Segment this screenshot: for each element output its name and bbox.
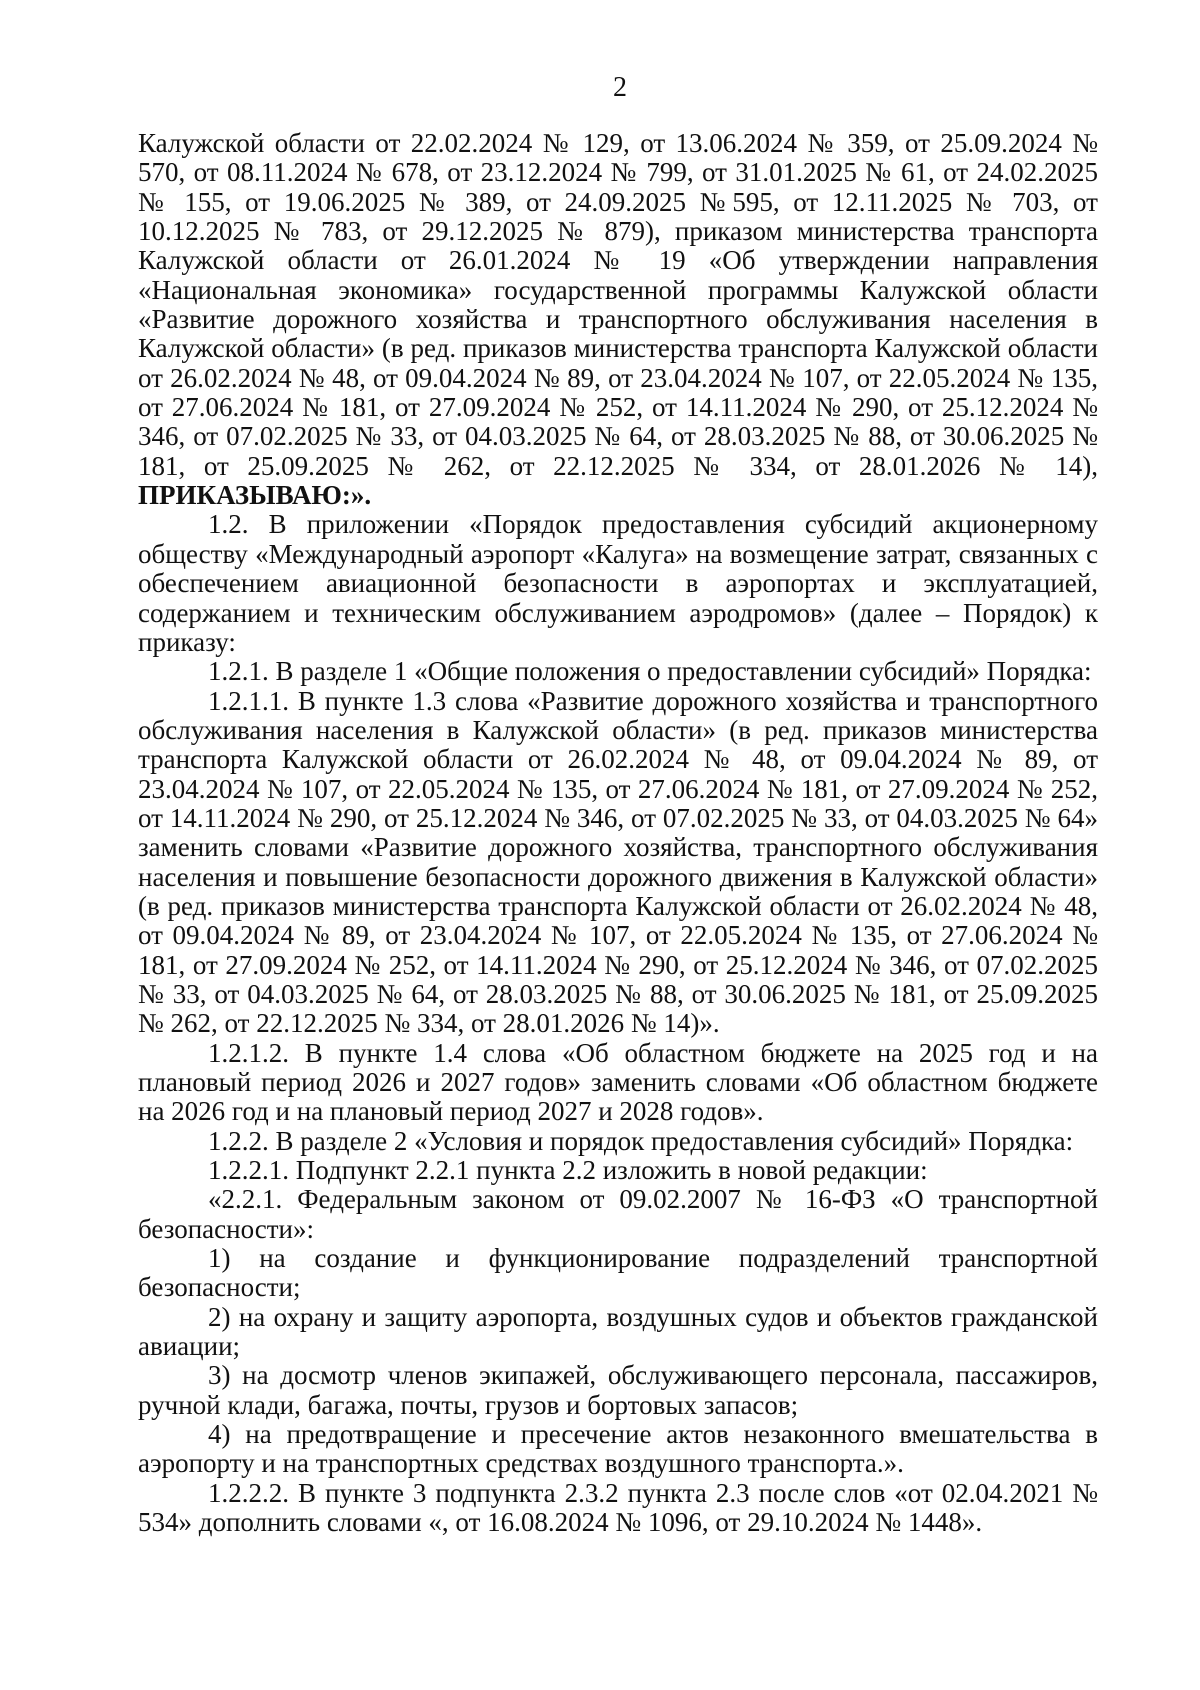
order-keyword: ПРИКАЗЫВАЮ:». <box>138 480 372 511</box>
paragraph-text: Калужской области от 22.02.2024 № 129, от 13.06.2024 № 359, от 25.09.2024 № 570, от 08.11.2024 № 678, от 23.12.2024 № 799, от 31.01.2025 № 61, от 24.02.2025 № 155, от 19.06.2025 № 389, от 24.09.2025 №595, от 12.11.2025 № 703, от 10.12.2025 № 783, от 29.12.2025 № 879), приказом министерства транспорта Калужской области от 26.01.2024 № 19 «Об утверждении направления «Национальная экономика» государственной программы Калужской области «Развитие дорожного хозяйства и транспортного обслуживания населения в Калужской области» (в ред. приказов министерства транспорта Калужской области от 26.02.2024 № 48, от 09.04.2024 № 89, от 23.04.2024 № 107, от 22.05.2024 № 135, от 27.06.2024 № 181, от 27.09.2024 № 252, от 14.11.2024 № 290, от 25.12.2024 № 346, от 07.02.2025 № 33, от 04.03.2025 № 64, от 28.03.2025 № 88, от 30.06.2025 № 181, от 25.09.2025 № 262, от 22.12.2025 № 334, от 28.01.2026 № 14), <box>138 128 1098 481</box>
paragraph-1-2-2-1: 1.2.2.1. Подпункт 2.2.1 пункта 2.2 изложить в новой редакции: <box>208 1155 928 1186</box>
paragraph-continuation <box>138 129 1098 510</box>
page-number: 2 <box>613 72 627 103</box>
paragraph-1-2-1: 1.2.1. В разделе 1 «Общие положения о предоставлении субсидий» Порядка: <box>208 656 1092 687</box>
paragraph-1-2-1-2: 1.2.1.2. В пункте 1.4 слова «Об областном бюджете на 2025 год и на плановый период 2026 и 2027 годов» заменить словами «Об областном бюджете на 2026 год и на плановый период 2027 и 2028 годов». <box>138 1037 1098 1127</box>
paragraph-1-2-2: 1.2.2. В разделе 2 «Условия и порядок предоставления субсидий» Порядка: <box>208 1125 1074 1156</box>
document-body <box>138 129 1098 1538</box>
list-item-4: 4) на предотвращение и пресечение актов незаконного вмешательства в аэропорту и на транспортных средствах воздушного транспорта.». <box>138 1419 1098 1479</box>
paragraph-1-2-2-2: 1.2.2.2. В пункте 3 подпункта 2.3.2 пункта 2.3 после слов «от 02.04.2021 № 534» дополнить словами «, от 16.08.2024 № 1096, от 29.10.2024 № 1448». <box>138 1477 1098 1538</box>
list-item-2: 2) на охрану и защиту аэропорта, воздушных судов и объектов гражданской авиации; <box>138 1301 1098 1362</box>
paragraph-1-2: 1.2. В приложении «Порядок предоставления субсидий акционерному обществу «Международный аэропорт «Калуга» на возмещение затрат, связанных с обеспечением авиационной безопасности в аэропортах и эксплуатацией, содержанием и техническим обслуживанием аэродромов» (далее – Порядок) к приказу: <box>138 509 1098 657</box>
paragraph-2-2-1-quote: «2.2.1. Федеральным законом от 09.02.2007 № 16-ФЗ «О транспортной безопасности»: <box>138 1184 1098 1244</box>
paragraph-1-2-1-1: 1.2.1.1. В пункте 1.3 слова «Развитие дорожного хозяйства и транспортного обслуживания населения в Калужской области» (в ред. приказов министерства транспорта Калужской области от 26.02.2024 № 48, от 09.04.2024 № 89, от 23.04.2024 № 107, от 22.05.2024 № 135, от 27.06.2024 № 181, от 27.09.2024 № 252, от 14.11.2024 № 290, от 25.12.2024 № 346, от 07.02.2025 № 33, от 04.03.2025 № 64» заменить словами «Развитие дорожного хозяйства, транспортного обслуживания населения и повышение безопасности дорожного движения в Калужской области» (в ред. приказов министерства транспорта Калужской области от 26.02.2024 № 48, от 09.04.2024 № 89, от 23.04.2024 № 107, от 22.05.2024 № 135, от 27.06.2024 № 181, от 27.09.2024 № 252, от 14.11.2024 № 290, от 25.12.2024 № 346, от 07.02.2025 № 33, от 04.03.2025 № 64, от 28.03.2025 № 88, от 30.06.2025 № 181, от 25.09.2025 № 262, от 22.12.2025 № 334, от 28.01.2026 № 14)». <box>138 685 1098 1039</box>
list-item-3: 3) на досмотр членов экипажей, обслуживающего персонала, пассажиров, ручной клади, багажа, почты, грузов и бортовых запасов; <box>138 1360 1098 1420</box>
list-item-1: 1) на создание и функционирование подразделений транспортной безопасности; <box>138 1243 1098 1303</box>
